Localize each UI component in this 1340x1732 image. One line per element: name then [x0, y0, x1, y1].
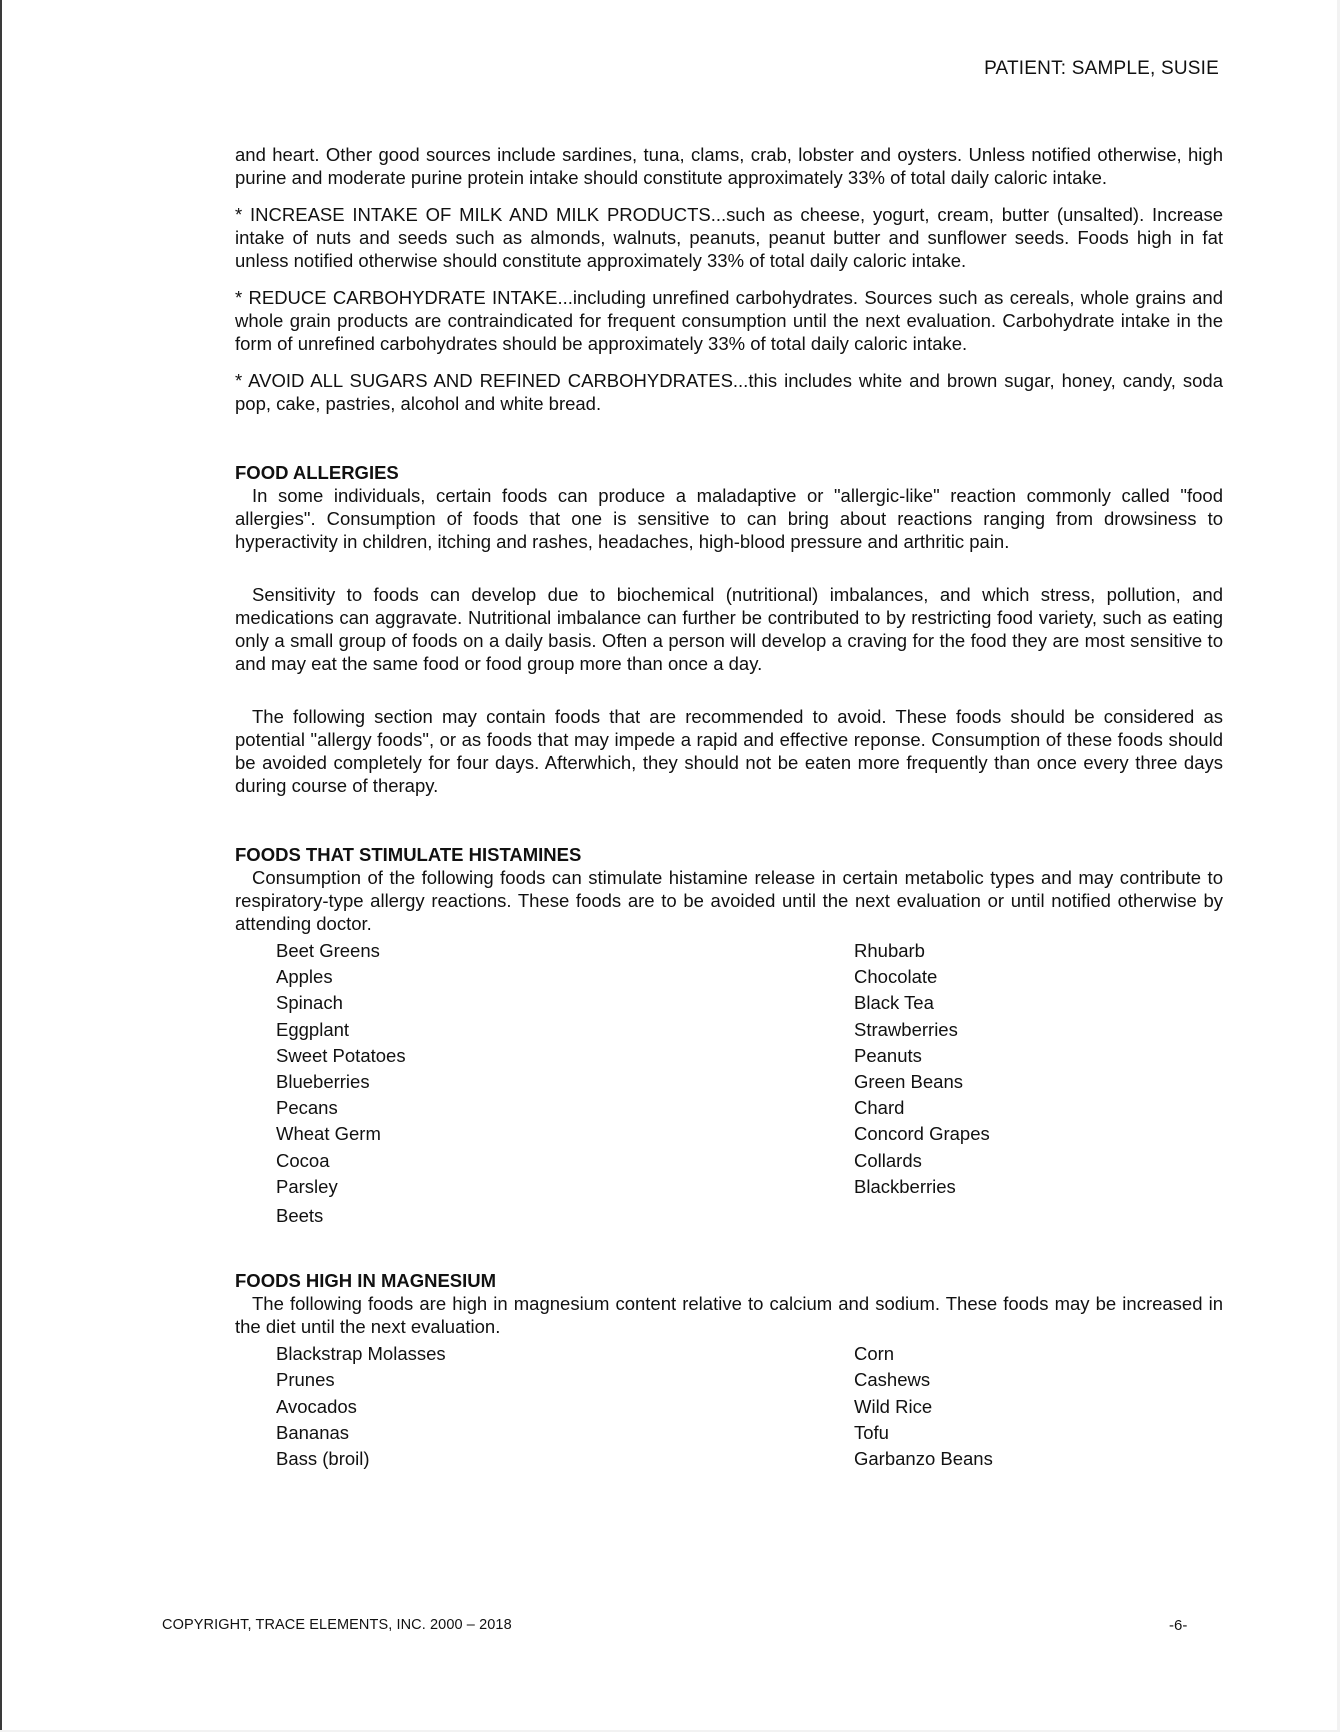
- food-item: Bananas: [276, 1421, 350, 1443]
- copyright-footer: COPYRIGHT, TRACE ELEMENTS, INC. 2000 – 2018: [162, 1617, 512, 1633]
- food-item: Wheat Germ: [276, 1123, 381, 1145]
- food-item: Black Tea: [854, 992, 934, 1014]
- histamines-heading: FOODS THAT STIMULATE HISTAMINES: [235, 844, 582, 865]
- food-item: Parsley: [276, 1175, 338, 1197]
- magnesium-food-list: [276, 1341, 1223, 1472]
- food-item: Apples: [276, 966, 333, 988]
- food-item: Blackstrap Molasses: [276, 1343, 446, 1365]
- food-item: Bass (broil): [276, 1448, 370, 1470]
- food-item: Green Beans: [854, 1071, 964, 1093]
- histamines-description: Consumption of the following foods can stimulate histamine release in certain metabolic types and may contribute to respiratory-type allergy reactions. These foods are to be avoided until the next evaluation or until notified otherwise by attending doctor.: [235, 867, 1223, 934]
- food-item: Spinach: [276, 992, 343, 1014]
- food-item: Cocoa: [276, 1149, 330, 1171]
- food-item: Prunes: [276, 1369, 335, 1391]
- food-item: Chard: [854, 1097, 905, 1119]
- food-item: Cashews: [854, 1369, 931, 1391]
- food-item: Eggplant: [276, 1018, 350, 1040]
- food-item: Beets: [276, 1205, 324, 1227]
- food-item: Corn: [854, 1343, 895, 1365]
- food-item: Strawberries: [854, 1018, 958, 1040]
- food-item: Collards: [854, 1149, 922, 1171]
- intro-paragraph: * AVOID ALL SUGARS AND REFINED CARBOHYDRATES...this includes white and brown sugar, honey, candy, soda pop, cake, pastries, alcohol and white bread.: [235, 370, 1223, 414]
- intro-paragraph: and heart. Other good sources include sardines, tuna, clams, crab, lobster and oysters. Unless notified otherwise, high purine and moderate purine protein intake should constitute approximately 33% of total daily caloric intake.: [235, 144, 1223, 188]
- patient-header: PATIENT: SAMPLE, SUSIE: [984, 58, 1219, 79]
- food-item: Blackberries: [854, 1175, 956, 1197]
- food-allergies-heading: FOOD ALLERGIES: [235, 462, 399, 483]
- food-item: Beet Greens: [276, 940, 380, 961]
- page-number: -6-: [1169, 1617, 1188, 1634]
- food-item: Avocados: [276, 1395, 357, 1417]
- magnesium-description: The following foods are high in magnesium content relative to calcium and sodium. These foods may be increased in the diet until the next evaluation.: [235, 1293, 1223, 1338]
- food-item: Chocolate: [854, 966, 938, 988]
- food-item: Tofu: [854, 1421, 889, 1443]
- food-item: Peanuts: [854, 1044, 922, 1066]
- food-item: [854, 1203, 1214, 1229]
- page-content: [235, 143, 1223, 1472]
- food-item: Sweet Potatoes: [276, 1044, 406, 1066]
- magnesium-heading: FOODS HIGH IN MAGNESIUM: [235, 1270, 497, 1292]
- food-item: Garbanzo Beans: [854, 1448, 993, 1470]
- food-allergies-paragraph: Sensitivity to foods can develop due to biochemical (nutritional) imbalances, and which stress, pollution, and medications can aggravate. Nutritional imbalance can further be contributed to by restricting food variety, such as eating only a small group of foods on a daily basis. Often a person will develop a craving for the food they are most sensitive to and may eat the same food or food group more than once a day.: [235, 584, 1223, 674]
- food-item: Wild Rice: [854, 1395, 933, 1417]
- food-allergies-paragraph: In some individuals, certain foods can produce a maladaptive or "allergic-like" reaction commonly called "food allergies". Consumption of foods that one is sensitive to can bring about reactions ranging from drowsiness to hyperactivity in children, itching and rashes, headaches, high-blood pressure and arthritic pain.: [235, 485, 1223, 552]
- intro-paragraph: * REDUCE CARBOHYDRATE INTAKE...including unrefined carbohydrates. Sources such as cereals, whole grains and whole grain products are contraindicated for frequent consumption until the next evaluation. Carbohydrate intake in the form of unrefined carbohydrates should be approximately 33% of total daily caloric intake.: [235, 287, 1223, 354]
- food-item: Blueberries: [276, 1071, 370, 1093]
- food-item: Concord Grapes: [854, 1123, 990, 1145]
- histamines-food-list: [276, 938, 1223, 1229]
- food-item: Rhubarb: [854, 940, 925, 961]
- food-item: Pecans: [276, 1097, 338, 1119]
- intro-paragraph: * INCREASE INTAKE OF MILK AND MILK PRODUCTS...such as cheese, yogurt, cream, butter (unsalted). Increase intake of nuts and seeds such as almonds, walnuts, peanuts, peanut butter and sunflower seeds. Foods high in fat unless notified otherwise should constitute approximately 33% of total daily caloric intake.: [235, 204, 1223, 271]
- food-allergies-paragraph: The following section may contain foods that are recommended to avoid. These foods should be considered as potential "allergy foods", or as foods that may impede a rapid and effective reponse. Consumption of these foods should be avoided completely for four days. Afterwhich, they should not be eaten more frequently than once every three days during course of therapy.: [235, 706, 1223, 796]
